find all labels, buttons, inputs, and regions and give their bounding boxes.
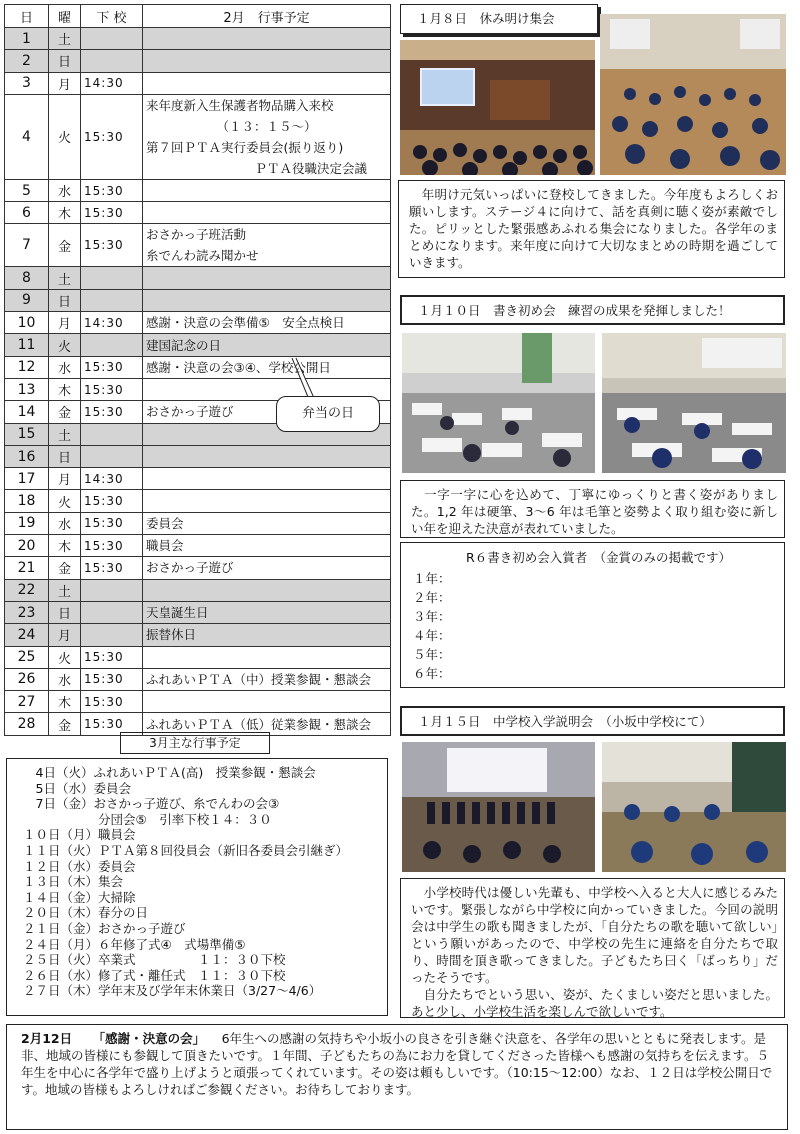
march-event-line: １３日（木）集会 <box>23 874 124 890</box>
schedule-events <box>143 490 391 512</box>
section3-text <box>400 878 785 1018</box>
section3-paragraph-2: 自分たちでという思い、姿が、たくましい姿だと思いました。あと少し、小学校生活を楽しんで欲しいです。 <box>411 987 778 1019</box>
schedule-weekday: 日 <box>49 445 81 467</box>
section2-title: １月１０日 書き初め会 練習の成果を発揮しました！ <box>400 295 785 325</box>
schedule-weekday: 土 <box>49 423 81 445</box>
schedule-day: 3 <box>5 72 49 94</box>
schedule-weekday: 月 <box>49 624 81 646</box>
schedule-day: 25 <box>5 646 49 668</box>
schedule-day: 4 <box>5 94 49 179</box>
schedule-day: 15 <box>5 423 49 445</box>
march-event-line: 分団会⑤ 引率下校１４：３０ <box>23 811 272 827</box>
schedule-dismissal: 14:30 <box>81 468 143 490</box>
schedule-dismissal: 15:30 <box>81 535 143 557</box>
schedule-dismissal: 15:30 <box>81 490 143 512</box>
march-event-line: ２０日（木）春分の日 <box>23 905 149 921</box>
schedule-dismissal: 15:30 <box>81 94 143 179</box>
schedule-row <box>5 490 391 512</box>
march-event-line: １０日（月）職員会 <box>23 827 136 843</box>
bento-callout: 弁当の日 <box>276 396 380 432</box>
schedule-row <box>5 312 391 334</box>
schedule-events <box>143 646 391 668</box>
award-heading: R６書き初め会入賞者 （金賞のみの掲載です） <box>466 550 731 565</box>
schedule-weekday: 土 <box>49 579 81 601</box>
schedule-dismissal: 15:30 <box>81 557 143 579</box>
schedule-header-row <box>5 5 391 28</box>
schedule-events <box>143 94 391 179</box>
schedule-day: 20 <box>5 535 49 557</box>
schedule-dismissal <box>81 445 143 467</box>
schedule-events <box>143 179 391 201</box>
schedule-event-line: おさかっ子遊び <box>146 404 234 420</box>
schedule-row <box>5 224 391 267</box>
award-grade-row: ４年： <box>413 628 451 643</box>
schedule-day: 17 <box>5 468 49 490</box>
schedule-day: 12 <box>5 356 49 378</box>
section3-title: １月１５日 中学校入学説明会 （小坂中学校にて） <box>400 706 785 736</box>
schedule-day: 5 <box>5 179 49 201</box>
schedule-weekday: 金 <box>49 713 81 735</box>
schedule-dismissal: 15:30 <box>81 668 143 690</box>
schedule-event-line: 第７回ＰＴＡ実行委員会(振り返り) <box>146 139 344 155</box>
march-event-line: ２６日（水）修了式・離任式 １１：３０下校 <box>23 967 286 983</box>
schedule-event-line: 振替休日 <box>146 627 197 643</box>
schedule-day: 22 <box>5 579 49 601</box>
schedule-weekday: 土 <box>49 267 81 289</box>
schedule-weekday: 木 <box>49 535 81 557</box>
schedule-dismissal <box>81 579 143 601</box>
schedule-events <box>143 28 391 50</box>
schedule-events <box>143 579 391 601</box>
march-event-line: １１日（火）ＰＴＡ第８回役員会（新旧各委員会引継ぎ） <box>23 842 349 858</box>
schedule-events <box>143 72 391 94</box>
schedule-events <box>143 356 391 378</box>
schedule-weekday: 火 <box>49 94 81 179</box>
schedule-weekday: 金 <box>49 224 81 267</box>
schedule-row <box>5 468 391 490</box>
schedule-day: 19 <box>5 512 49 534</box>
schedule-day: 18 <box>5 490 49 512</box>
schedule-event-line: 委員会 <box>146 515 184 531</box>
schedule-row <box>5 202 391 224</box>
schedule-event-line: 建国記念の日 <box>146 337 222 353</box>
schedule-weekday: 火 <box>49 490 81 512</box>
schedule-dismissal <box>81 624 143 646</box>
award-box <box>400 542 785 688</box>
schedule-event-line: おさかっ子班活動 <box>146 227 247 243</box>
calligraphy-photo-1 <box>402 333 595 473</box>
schedule-event-line: 感謝・決意の会③④、学校公開日 <box>146 359 331 375</box>
schedule-day: 24 <box>5 624 49 646</box>
thanks-ceremony-box <box>6 1024 788 1130</box>
march-event-line: １４日（金）大掃除 <box>23 889 136 905</box>
schedule-dismissal: 15:30 <box>81 512 143 534</box>
march-event-line: ２１日（金）おさかっ子遊び <box>23 920 186 936</box>
schedule-day: 14 <box>5 401 49 423</box>
schedule-weekday: 火 <box>49 334 81 356</box>
schedule-row <box>5 557 391 579</box>
schedule-row <box>5 535 391 557</box>
schedule-dismissal: 15:30 <box>81 401 143 423</box>
schedule-weekday: 金 <box>49 557 81 579</box>
schedule-dismissal <box>81 423 143 445</box>
schedule-day: 10 <box>5 312 49 334</box>
schedule-events <box>143 50 391 72</box>
schedule-event-line: ＰＴＡ役職決定会議 <box>254 160 367 176</box>
schedule-row <box>5 445 391 467</box>
schedule-dismissal: 14:30 <box>81 312 143 334</box>
schedule-weekday: 金 <box>49 401 81 423</box>
schedule-dismissal: 15:30 <box>81 356 143 378</box>
march-event-line: 4日（火）ふれあいＰＴＡ(高) 授業参観・懇談会 <box>23 765 316 780</box>
award-grade-row: １年： <box>413 571 451 586</box>
schedule-dismissal: 15:30 <box>81 179 143 201</box>
section3-paragraph-1: 小学校時代は優しい先輩も、中学校へ入ると大人に感じるみたいです。緊張しながら中学校に向かっていきました。今回の説明会は中学生の歌も聞きましたが、「自分たちの歌を聴いて欲しい」という願いがあったので、中学校の先生に連絡を自分たちで取り、時間を頂き歌ってきました。子どもたち曰く「ばっちり」だったそうです。 <box>411 885 778 985</box>
schedule-weekday: 木 <box>49 691 81 713</box>
section2-text: 一字一字に心を込めて、丁寧にゆっくりと書く姿がありました。1,2 年は硬筆、3～6 年は毛筆と姿勢よく取り組む姿に新しい年を迎えた決意が表れていました。 <box>400 480 785 538</box>
schedule-row <box>5 72 391 94</box>
schedule-events <box>143 512 391 534</box>
schedule-dismissal <box>81 28 143 50</box>
schedule-row <box>5 334 391 356</box>
schedule-row <box>5 179 391 201</box>
header-events: 2月 行事予定 <box>143 5 391 28</box>
schedule-row <box>5 512 391 534</box>
header-dow: 曜 <box>49 5 81 28</box>
schedule-events <box>143 202 391 224</box>
schedule-events <box>143 224 391 267</box>
schedule-weekday: 木 <box>49 378 81 400</box>
schedule-dismissal: 15:30 <box>81 224 143 267</box>
schedule-weekday: 日 <box>49 601 81 623</box>
schedule-event-line: （１３：１５～） <box>216 118 317 134</box>
march-event-line: 5日（水）委員会 <box>23 780 131 796</box>
march-event-line: １２日（水）委員会 <box>23 858 136 874</box>
schedule-events <box>143 289 391 311</box>
schedule-events <box>143 312 391 334</box>
header-dismissal: 下 校 <box>81 5 143 28</box>
schedule-day: 27 <box>5 691 49 713</box>
award-grade-row: ３年： <box>413 609 451 624</box>
schedule-body <box>5 28 391 736</box>
schedule-row <box>5 646 391 668</box>
schedule-weekday: 月 <box>49 72 81 94</box>
schedule-weekday: 水 <box>49 512 81 534</box>
schedule-events <box>143 691 391 713</box>
schedule-weekday: 日 <box>49 289 81 311</box>
schedule-dismissal: 15:30 <box>81 691 143 713</box>
schedule-event-line: 糸でんわ読み聞かせ <box>146 248 259 264</box>
schedule-dismissal <box>81 289 143 311</box>
march-event-line: 7日（金）おさかっ子遊び、糸でんわの会③ <box>23 796 280 812</box>
schedule-row <box>5 94 391 179</box>
callout-pointer <box>286 358 326 400</box>
award-grade-row: ２年： <box>413 590 451 605</box>
header-day: 日 <box>5 5 49 28</box>
march-event-line: ２５日（火）卒業式 １１：３０下校 <box>23 952 286 968</box>
schedule-dismissal: 15:30 <box>81 646 143 668</box>
schedule-event-line: おさかっ子遊び <box>146 560 234 576</box>
schedule-weekday: 水 <box>49 668 81 690</box>
schedule-dismissal: 15:30 <box>81 713 143 735</box>
march-events-box <box>6 758 388 1016</box>
schedule-events <box>143 535 391 557</box>
schedule-row <box>5 579 391 601</box>
schedule-events <box>143 334 391 356</box>
schedule-day: 7 <box>5 224 49 267</box>
schedule-event-line: 感謝・決意の会準備⑤ 安全点検日 <box>146 315 345 331</box>
award-grade-row: ５年： <box>413 647 451 662</box>
march-event-line: ２４日（月）６年修了式④ 式場準備⑤ <box>23 936 246 952</box>
schedule-dismissal <box>81 601 143 623</box>
section1-text: 年明け元気いっぱいに登校してきました。今年度もよろしくお願いします。ステージ４に向けて、話を真剣に聴く姿が素敵でした。ピリッとした緊張感あふれる集会になりました。各学年のまとめになります。来年度に向けて大切なまとめの時期を過ごしていきます。 <box>398 180 785 278</box>
schedule-dismissal: 15:30 <box>81 378 143 400</box>
schedule-events <box>143 468 391 490</box>
march-heading: 3月主な行事予定 <box>120 732 270 754</box>
section1-title: １月８日 休み明け集会 <box>400 4 598 34</box>
assembly-stage-photo <box>400 40 595 175</box>
march-event-line: ２７日（木）学年末及び学年末休業日（3/27～4/6） <box>23 983 322 999</box>
schedule-weekday: 日 <box>49 50 81 72</box>
schedule-event-line: ふれあいＰＴＡ（低）従業参観・懇談会 <box>146 716 372 732</box>
schedule-weekday: 火 <box>49 646 81 668</box>
assembly-gym-photo <box>600 14 786 175</box>
schedule-row <box>5 668 391 690</box>
schedule-row <box>5 356 391 378</box>
schedule-row <box>5 601 391 623</box>
schedule-weekday: 木 <box>49 202 81 224</box>
junior-high-classroom-photo <box>602 742 786 872</box>
schedule-dismissal <box>81 267 143 289</box>
schedule-day: 11 <box>5 334 49 356</box>
schedule-weekday: 月 <box>49 312 81 334</box>
schedule-event-line: 職員会 <box>146 538 184 554</box>
schedule-day: 9 <box>5 289 49 311</box>
schedule-dismissal <box>81 334 143 356</box>
award-grade-row: ６年： <box>413 666 451 681</box>
schedule-weekday: 月 <box>49 468 81 490</box>
schedule-row <box>5 624 391 646</box>
schedule-row <box>5 691 391 713</box>
calligraphy-photo-2 <box>602 333 786 473</box>
schedule-row <box>5 28 391 50</box>
schedule-dismissal <box>81 50 143 72</box>
junior-high-hall-photo <box>402 742 595 872</box>
schedule-row <box>5 50 391 72</box>
schedule-events <box>143 557 391 579</box>
schedule-day: 13 <box>5 378 49 400</box>
award-list <box>413 569 784 683</box>
schedule-day: 8 <box>5 267 49 289</box>
schedule-weekday: 水 <box>49 179 81 201</box>
thanks-ceremony-date: 2月12日 <box>21 1031 73 1046</box>
schedule-dismissal: 14:30 <box>81 72 143 94</box>
schedule-day: 16 <box>5 445 49 467</box>
schedule-event-line: ふれあいＰＴＡ（中）授業参観・懇談会 <box>146 671 372 687</box>
schedule-row <box>5 267 391 289</box>
schedule-day: 1 <box>5 28 49 50</box>
schedule-events <box>143 601 391 623</box>
schedule-row <box>5 289 391 311</box>
schedule-events <box>143 267 391 289</box>
schedule-event-line: 天皇誕生日 <box>146 605 209 621</box>
schedule-events <box>143 624 391 646</box>
schedule-day: 28 <box>5 713 49 735</box>
schedule-day: 2 <box>5 50 49 72</box>
schedule-day: 21 <box>5 557 49 579</box>
schedule-dismissal: 15:30 <box>81 202 143 224</box>
schedule-events <box>143 668 391 690</box>
schedule-event-line: 来年度新入生保護者物品購入来校 <box>146 97 334 113</box>
schedule-weekday: 土 <box>49 28 81 50</box>
thanks-ceremony-text: 6年生への感謝の気持ちや小坂小の良さを引き継ぐ決意を、各学年の思いとともに発表します。是非、地域の皆様にも参観して頂きたいです。１年間、子どもたちの為にお力を貸してくださった皆様へも感謝の気持ちを伝えます。５年生を中心に各学年で盛り上げようと頑張ってくれています。その姿は頼もしいです。（10:15～12:00）なお、１２日は学校公開日です。地域の皆様もよろしければご参観ください。お待ちしております。 <box>21 1031 773 1097</box>
schedule-table <box>4 4 391 736</box>
schedule-day: 6 <box>5 202 49 224</box>
schedule-day: 23 <box>5 601 49 623</box>
schedule-events <box>143 445 391 467</box>
schedule-day: 26 <box>5 668 49 690</box>
schedule-weekday: 水 <box>49 356 81 378</box>
thanks-ceremony-title: 「感謝・決意の会」 <box>92 1031 206 1046</box>
